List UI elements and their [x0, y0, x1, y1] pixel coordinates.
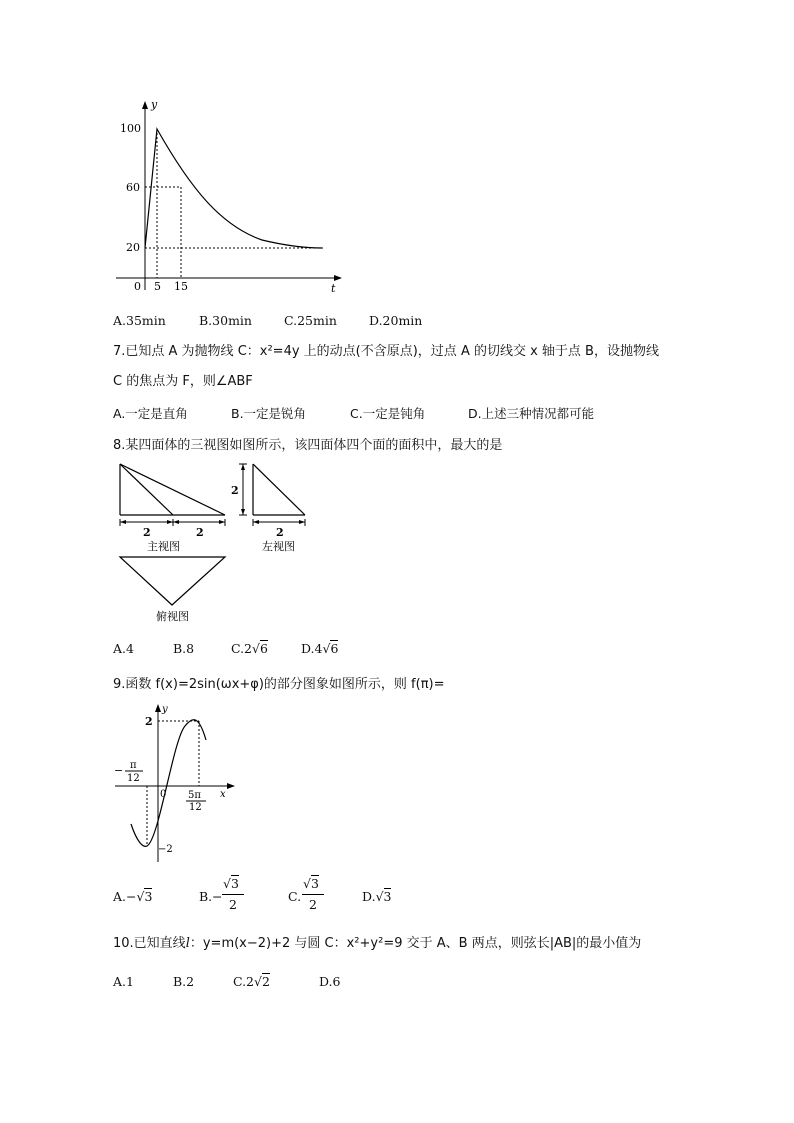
q6-y-tick-20: 20 — [126, 241, 140, 254]
q8-option-c-coef: C.2 — [230, 641, 253, 656]
q9-right-num: 5π — [188, 790, 201, 801]
q7-options — [113, 404, 594, 422]
q9-y-max-label: 2 — [145, 715, 153, 728]
q6-x-arrow — [334, 275, 342, 281]
q9-option-d-radicand: 3 — [383, 889, 392, 904]
q9-option-a-sign: − — [126, 889, 137, 904]
q9-option-d[interactable] — [362, 889, 391, 904]
q9-option-c-label: C. — [288, 889, 302, 904]
q8-option-a[interactable]: A.4 — [113, 641, 134, 656]
sqrt-icon: √ — [223, 876, 231, 891]
q7-option-c[interactable]: C.一定是钝角 — [350, 406, 426, 421]
q6-option-d[interactable]: D.20min — [369, 313, 423, 328]
sqrt-icon: √ — [252, 641, 260, 656]
q9-option-a-radicand: 3 — [144, 889, 153, 904]
q6-option-a[interactable]: A.35min — [113, 313, 166, 328]
q9-stem: 9.函数 f(x)=2sin(ωx+φ)的部分图象如图所示，则 f(π)= — [113, 677, 445, 692]
q8-three-views — [113, 460, 313, 625]
q9-option-b-den: 2 — [229, 897, 237, 912]
q7-stem-line2: C 的焦点为 F，则∠ABF — [113, 374, 253, 389]
q9-right-den: 12 — [189, 802, 202, 813]
q6-x-tick-5: 5 — [154, 280, 161, 293]
q8-side-view-label: 左视图 — [262, 540, 295, 553]
q9-y-axis-label: y — [162, 704, 168, 715]
q9-curve — [131, 720, 206, 847]
q10-stem-line-var: l — [185, 936, 190, 951]
q8-stem: 8.某四面体的三视图如图所示，该四面体四个面的面积中，最大的是 — [113, 438, 503, 453]
q6-y-tick-60: 60 — [126, 181, 140, 194]
q8-top-view-label: 俯视图 — [156, 610, 189, 623]
q9-option-b-label: B. — [199, 889, 213, 904]
q8-side-dim-vertical: 2 — [231, 484, 239, 497]
q6-origin-label: 0 — [134, 280, 141, 293]
q8-option-b[interactable]: B.8 — [172, 641, 195, 656]
q6-x-tick-15: 15 — [174, 280, 188, 293]
q9-option-c-den: 2 — [309, 897, 317, 912]
q6-y-axis-label: y — [151, 98, 158, 111]
sqrt-icon: √ — [136, 889, 145, 904]
q10-stem-prefix: 10.已知直线 — [113, 936, 186, 951]
q6-y-arrow — [142, 101, 148, 109]
q8-front-view-label: 主视图 — [147, 540, 180, 553]
sqrt-icon: √ — [322, 641, 331, 656]
q7-stem-line1: 7.已知点 A 为抛物线 C：x²=4y 上的动点(不含原点)，过点 A 的切线交 x 轴于点 B，设抛物线 — [113, 344, 659, 359]
q9-x-arrow — [227, 783, 235, 789]
q9-x-axis-label: x — [220, 789, 226, 800]
q10-stem-rest: ：y=m(x−2)+2 与圆 C：x²+y²=9 交于 A、B 两点，则弦长|AB|的最小值为 — [189, 936, 642, 951]
q10-option-a[interactable]: A.1 — [113, 974, 134, 989]
q6-y-tick-100: 100 — [120, 122, 141, 135]
q9-option-c-num — [303, 876, 319, 891]
q9-option-a[interactable] — [113, 889, 152, 904]
q9-option-b-radicand: 3 — [230, 876, 239, 891]
q9-options — [113, 876, 533, 916]
q6-x-axis-label: t — [331, 282, 336, 295]
q10-option-d[interactable]: D.6 — [318, 974, 341, 989]
q10-option-c-coef: C.2 — [232, 974, 255, 989]
q6-curve — [145, 129, 322, 248]
q10-option-c[interactable] — [233, 973, 315, 989]
q10-option-b[interactable]: B.2 — [172, 974, 195, 989]
q7-option-b[interactable]: B.一定是锐角 — [231, 406, 307, 421]
q8-side-dim-horizontal: 2 — [276, 526, 284, 539]
q9-option-b-frac-bar — [222, 894, 244, 895]
q8-option-c[interactable] — [231, 640, 297, 656]
q10-option-c-radicand: 2 — [261, 974, 270, 989]
q6-graph — [112, 96, 348, 296]
q7-option-d[interactable]: D.上述三种情况都可能 — [468, 406, 595, 421]
q9-option-d-label: D. — [362, 889, 376, 904]
q9-option-a-label: A. — [113, 889, 127, 904]
q8-front-dim-right: 2 — [196, 526, 204, 539]
q10-options — [113, 973, 340, 989]
q8-option-c-radicand: 6 — [259, 641, 268, 656]
q9-option-b-sign: − — [212, 889, 223, 904]
q9-option-c-frac-bar — [302, 894, 324, 895]
q8-option-d-coef: D.4 — [300, 641, 323, 656]
q6-options — [113, 313, 422, 328]
q9-origin-label: 0 — [160, 789, 167, 800]
q9-y-arrow — [155, 704, 161, 712]
q9-option-c-radicand: 3 — [310, 876, 319, 891]
q6-option-b[interactable]: B.30min — [199, 313, 252, 328]
q8-option-d[interactable] — [301, 640, 338, 656]
q9-left-num: π — [130, 760, 137, 771]
q9-left-den: 12 — [127, 773, 140, 784]
sqrt-icon: √ — [254, 974, 262, 989]
q8-option-d-radicand: 6 — [330, 641, 339, 656]
q9-left-sign: − — [114, 764, 124, 777]
q8-options — [113, 640, 338, 656]
q10-stem — [113, 935, 641, 953]
q9-graph — [113, 700, 243, 865]
q9-option-b-num — [223, 876, 239, 891]
q9-y-min-label: −2 — [158, 844, 173, 855]
q6-option-c[interactable]: C.25min — [284, 313, 337, 328]
q8-side-view — [239, 464, 305, 526]
q8-front-view — [120, 464, 225, 526]
sqrt-icon: √ — [303, 876, 311, 891]
q8-top-view — [120, 557, 225, 605]
q7-option-a[interactable]: A.一定是直角 — [113, 406, 188, 421]
sqrt-icon: √ — [375, 889, 384, 904]
q8-front-dim-left: 2 — [143, 526, 151, 539]
